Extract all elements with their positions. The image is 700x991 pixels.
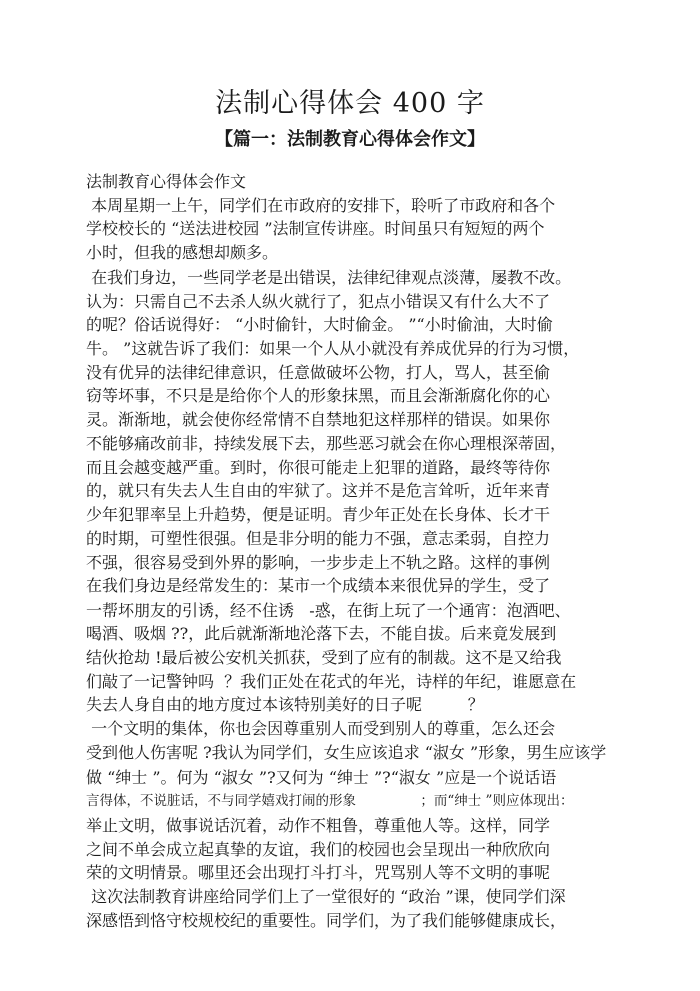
body-line: 失去人身自由的地方度过本该特别美好的日子呢 ？ (86, 695, 484, 714)
body-line: 一帮坏朋友的引诱，经不住诱 -惑，在街上玩了一个通宵：泡酒吧、 (86, 601, 571, 620)
body-line: 在我们身边是经常发生的：某市一个成绩本来很优异的学生，受了 (86, 576, 551, 595)
body-line: 的呢？俗话说得好： “小时偷针，大时偷金。 ”“小时偷油，大时偷 (86, 315, 553, 334)
body-line: 而且会越变越严重。到时，你很可能走上犯罪的道路，最终等待你 (86, 458, 551, 477)
body-line: 这次法制教育讲座给同学们上了一堂很好的 “政治 ”课，使同学们深 (86, 887, 566, 906)
body-line: 在我们身边，一些同学老是出错误，法律纪律观点淡薄，屡教不改。 (86, 268, 572, 287)
body-line: 之间不单会成立起真挚的友谊，我们的校园也会呈现出一种欣欣向 (86, 840, 551, 859)
body-line: 认为：只需自己不去杀人纵火就行了，犯点小错误又有什么大不了 (86, 292, 551, 311)
body-line: 喝酒、吸烟 ??，此后就渐渐地沦落下去，不能自拔。后来竟发展到 (86, 624, 557, 643)
body-line: 没有优异的法律纪律意识，任意做破坏公物，打人，骂人，甚至偷 (86, 363, 551, 382)
body-line: 牛。 ”这就告诉了我们：如果一个人从小就没有养成优异的行为习惯， (86, 339, 580, 358)
body-line: 本周星期一上午，同学们在市政府的安排下，聆听了市政府和各个 (86, 196, 556, 215)
body-line: 举止文明，做事说话沉着，动作不粗鲁，尊重他人等。这样，同学 (86, 816, 551, 835)
body-line: 学校校长的 “送法进校园 ”法制宣传讲座。时间虽只有短短的两个 (86, 219, 545, 238)
body-line: 们敲了一记警钟吗 ？我们正处在花式的年光，诗样的年纪，谁愿意在 (86, 672, 577, 691)
body-line: 深感悟到恪守校规校纪的重要性。同学们，为了我们能够健康成长， (86, 911, 567, 930)
body-line: 言得体，不说脏话，不与同学嬉戏打闹的形象 ；而“绅士 ”则应体现出： (86, 793, 574, 809)
body-line: 不能够痛改前非，持续发展下去，那些恶习就会在你心理根深蒂固， (86, 434, 567, 453)
body-line: 受到他人伤害呢 ?我认为同学们，女生应该追求 “淑女 ”形象，男生应该学 (86, 743, 607, 762)
body-line: 小时，但我的感想却颇多。 (86, 243, 279, 262)
section-heading: 【篇一：法制教育心得体会作文】 (215, 129, 485, 150)
article-heading: 法制教育心得体会作文 (86, 172, 247, 191)
body-line: 结伙抢劫 !最后被公安机关抓获，受到了应有的制裁。这不是又给我 (86, 648, 562, 667)
body-line: 做 “绅士 ”。何为 “淑女 ”?又何为 “绅士 ”?“淑女 ”应是一个说话语 (86, 768, 557, 787)
body-line: 窃等坏事，不只是是给你个人的形象抹黑，而且会渐渐腐化你的心 (86, 386, 551, 405)
body-line: 的时期，可塑性很强。但是非分明的能力不强，意志柔弱，自控力 (86, 529, 551, 548)
body-line: 一个文明的集体，你也会因尊重别人而受到别人的尊重，怎么还会 (86, 719, 556, 738)
page-title: 法制心得体会 400 字 (215, 88, 485, 119)
body-line: 不强，很容易受到外界的影响，一步步走上不轨之路。这样的事例 (86, 553, 551, 572)
body-line: 的，就只有失去人生自由的牢狱了。这并不是危言耸听，近年来青 (86, 481, 551, 500)
body-line: 荣的文明情景。哪里还会出现打斗打斗，咒骂别人等不文明的事呢 (86, 863, 551, 882)
body-line: 灵。渐渐地，就会使你经常情不自禁地犯这样那样的错误。如果你 (86, 410, 551, 429)
body-line: 少年犯罪率呈上升趋势，便是证明。青少年正处在长身体、长才干 (86, 505, 551, 524)
